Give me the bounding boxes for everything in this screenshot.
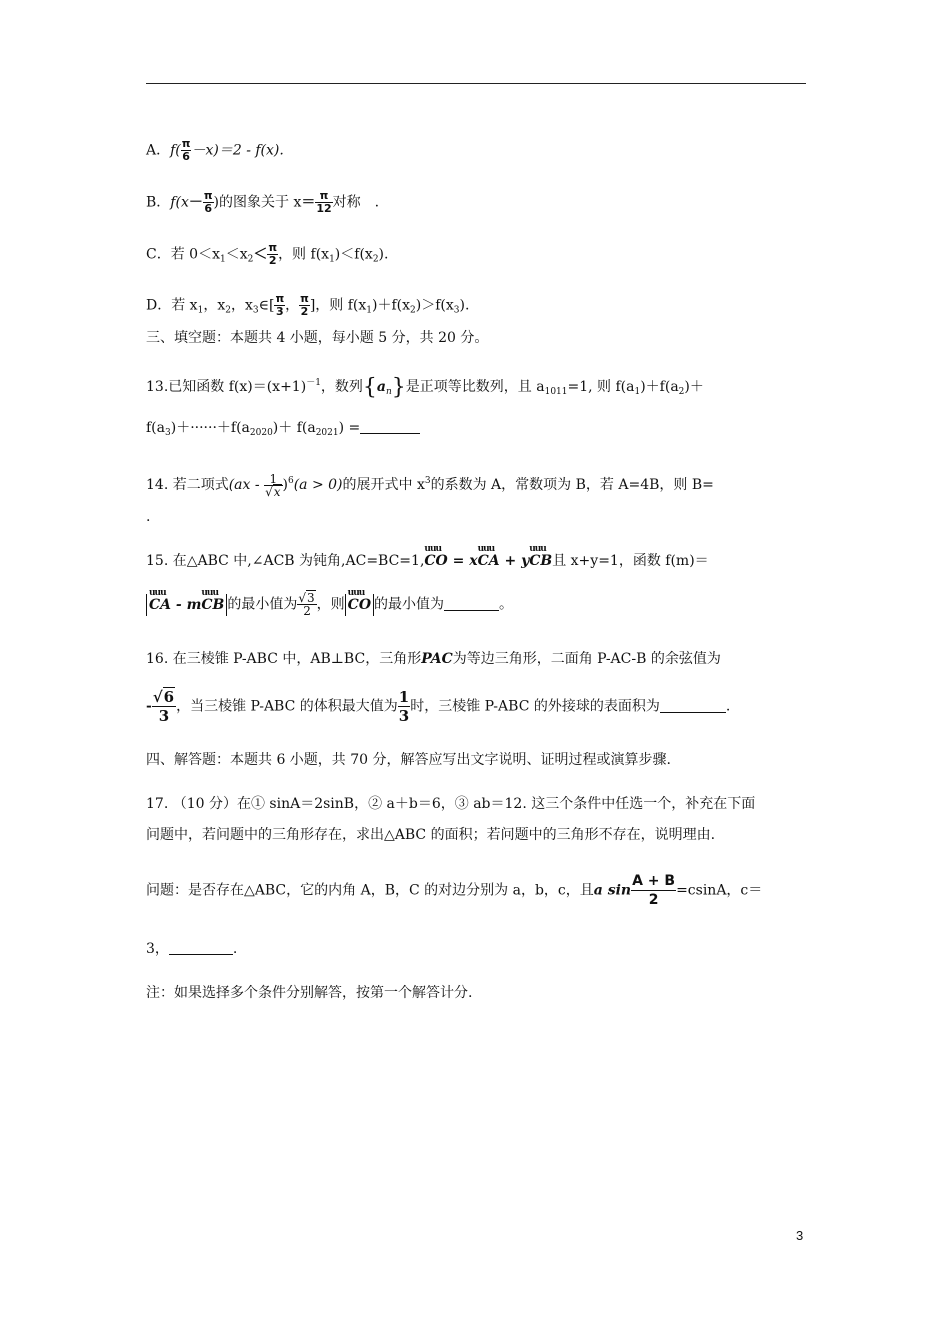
answer-blank[interactable] bbox=[444, 596, 499, 611]
question-15-line2: uuu CA - muuu CB 的最小值为 $\frac{√3}{2}$ ，则uuu CO 的最小值为 。 bbox=[146, 592, 513, 617]
question-15-line1: 15. 在△ABC 中,∠ACB 为钝角,AC=BC=1,uuu CO = xuuu CA + yuuu CB且 x+y=1，函数 f(m)＝ bbox=[146, 550, 709, 572]
question-17-line4: 3， . bbox=[146, 941, 238, 957]
option-c: C．若 $0<x_1<x_2<$ $\frac{\pi}{2}$ ，则 $f(x_1)<f(x_2)$. bbox=[146, 241, 389, 267]
option-b: B．f(x－ $\frac{\pi}{6}$ )的图象关于 x＝ $\frac{\pi}{12}$ 对称 . bbox=[146, 189, 380, 215]
question-17-line2: 问题中，若问题中的三角形存在，求出△ABC 的面积；若问题中的三角形不存在，说明理由. bbox=[146, 827, 716, 843]
question-16-line1: 16. 在三棱锥 P-ABC 中，AB⊥BC，三角形PAC为等边三角形，二面角 P-AC-B 的余弦值为 bbox=[146, 651, 721, 667]
vector-ca: uuu CA bbox=[478, 550, 500, 572]
question-17-line3: 问题：是否存在△ABC，它的内角 A，B，C 的对边分别为 a，b，c，且a sin $\frac{A + B}{2}$ =csinA，c＝ bbox=[146, 873, 763, 908]
answer-blank[interactable] bbox=[169, 940, 233, 955]
question-13-line1: 13.已知函数 $f(x)=(x+1)^{-1}$，数列$\{a_n\}$是正项等比数列，且 $a_{1011}=1$, 则 $f(a_1)+f(a_2)+$ bbox=[146, 375, 704, 400]
question-13-line2: $f(a_3)+\cdot\cdot\cdot\cdot\cdot\cdot+f(a_{2020})+ f(a_{2021})$ = bbox=[146, 417, 420, 444]
option-a: A．f( $\frac{\pi}{6}$ －x)＝2 - f(x). bbox=[146, 137, 284, 163]
question-16-line2: - $\frac{√6}{3}$ ，当三棱锥 P-ABC 的体积最大值为 $\frac{1}{3}$ 时，三棱锥 P-ABC 的外接球的表面积为 . bbox=[146, 688, 731, 725]
option-d: D．若 $x_1$，$x_2$，$x_3\in$[ $\frac{\pi}{3}$ ， $\frac{\pi}{2}$ ]，则 $f(x_1)+f(x_2)>f(x_3)$. bbox=[146, 292, 470, 318]
vector-cb: uuu CB bbox=[529, 550, 552, 572]
question-17-line1: 17. （10 分）在① sinA＝2sinB，② a＋b＝6，③ ab＝12. 这三个条件中任选一个，补充在下面 bbox=[146, 796, 756, 812]
answer-blank[interactable] bbox=[360, 419, 420, 434]
header-rule bbox=[146, 83, 806, 84]
section-3-heading: 三、填空题：本题共 4 小题，每小题 5 分，共 20 分。 bbox=[146, 330, 489, 346]
question-17-note: 注：如果选择多个条件分别解答，按第一个解答计分. bbox=[146, 985, 473, 1001]
section-4-heading: 四、解答题：本题共 6 小题，共 70 分，解答应写出文字说明、证明过程或演算步骤. bbox=[146, 752, 671, 768]
question-14: 14. 若二项式(ax - $\frac{1}{√x}$ )$^6$(a > 0)的展开式中 $x^3$的系数为 A，常数项为 B，若 A=4B，则 B= bbox=[146, 471, 714, 499]
page-number: 3 bbox=[796, 1228, 804, 1243]
question-14-end: . bbox=[146, 509, 151, 525]
fraction: $\frac{\pi}{6}$ bbox=[181, 137, 191, 163]
answer-blank[interactable] bbox=[660, 698, 726, 713]
vector-co: uuu CO bbox=[424, 550, 447, 572]
